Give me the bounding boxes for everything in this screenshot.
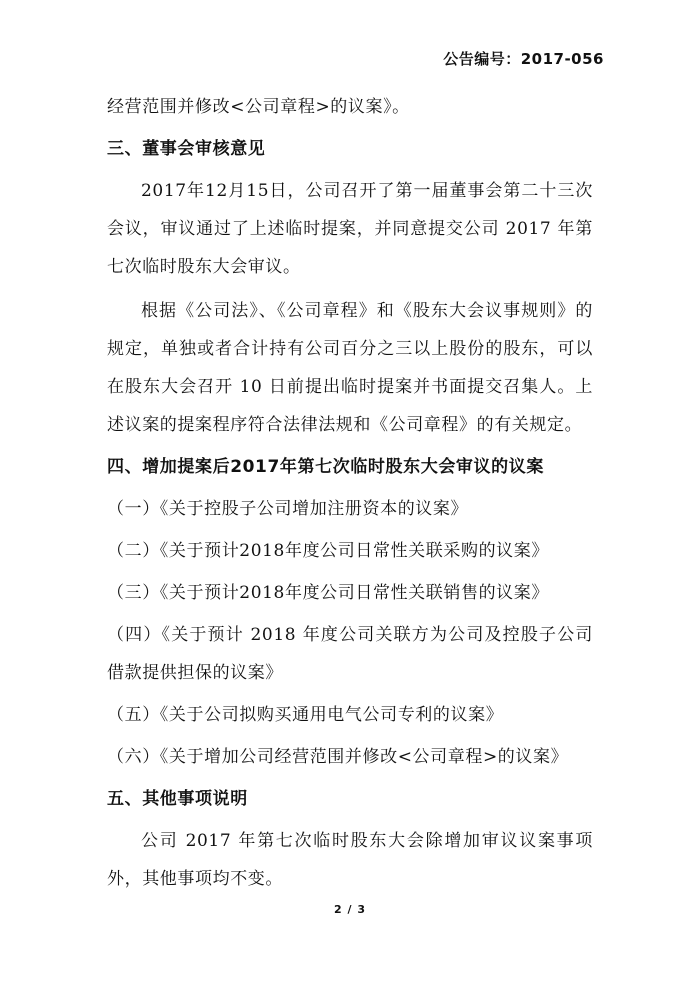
announcement-number: 公告编号：2017-056	[443, 50, 604, 68]
continuation-text: 经营范围并修改<公司章程>的议案》。	[107, 97, 410, 117]
proposal-item-3: （三）《关于预计2018年度公司日常性关联销售的议案》	[107, 583, 549, 603]
section-3-paragraph-2: 根据《公司法》、《公司章程》和《股东大会议事规则》的规定，单独或者合计持有公司百分之三以上股份的股东，可以在股东大会召开 10 日前提出临时提案并书面提交召集人。上述议案的提案程序符合法律法规和《公司章程》的有关规定。	[107, 301, 593, 435]
proposal-item-5: （五）《关于公司拟购买通用电气公司专利的议案》	[107, 705, 504, 725]
section-3-heading: 三、董事会审核意见	[107, 139, 266, 159]
proposal-item-4: （四）《关于预计 2018 年度公司关联方为公司及控股子公司借款提供担保的议案》	[107, 625, 593, 683]
section-5-heading: 五、其他事项说明	[107, 789, 248, 809]
proposal-item-2: （二）《关于预计2018年度公司日常性关联采购的议案》	[107, 541, 549, 561]
document-body	[107, 88, 593, 898]
section-4-heading: 四、增加提案后2017年第七次临时股东大会审议的议案	[107, 457, 544, 477]
proposal-item-1: （一）《关于控股子公司增加注册资本的议案》	[107, 499, 469, 519]
section-5-paragraph-1: 公司 2017 年第七次临时股东大会除增加审议议案事项外，其他事项均不变。	[107, 831, 593, 889]
section-3-paragraph-1: 2017年12月15日，公司召开了第一届董事会第二十三次会议，审议通过了上述临时提案，并同意提交公司 2017 年第七次临时股东大会审议。	[107, 181, 593, 277]
proposal-item-6: （六）《关于增加公司经营范围并修改<公司章程>的议案》	[107, 747, 569, 767]
page-number: 2 / 3	[334, 903, 366, 916]
